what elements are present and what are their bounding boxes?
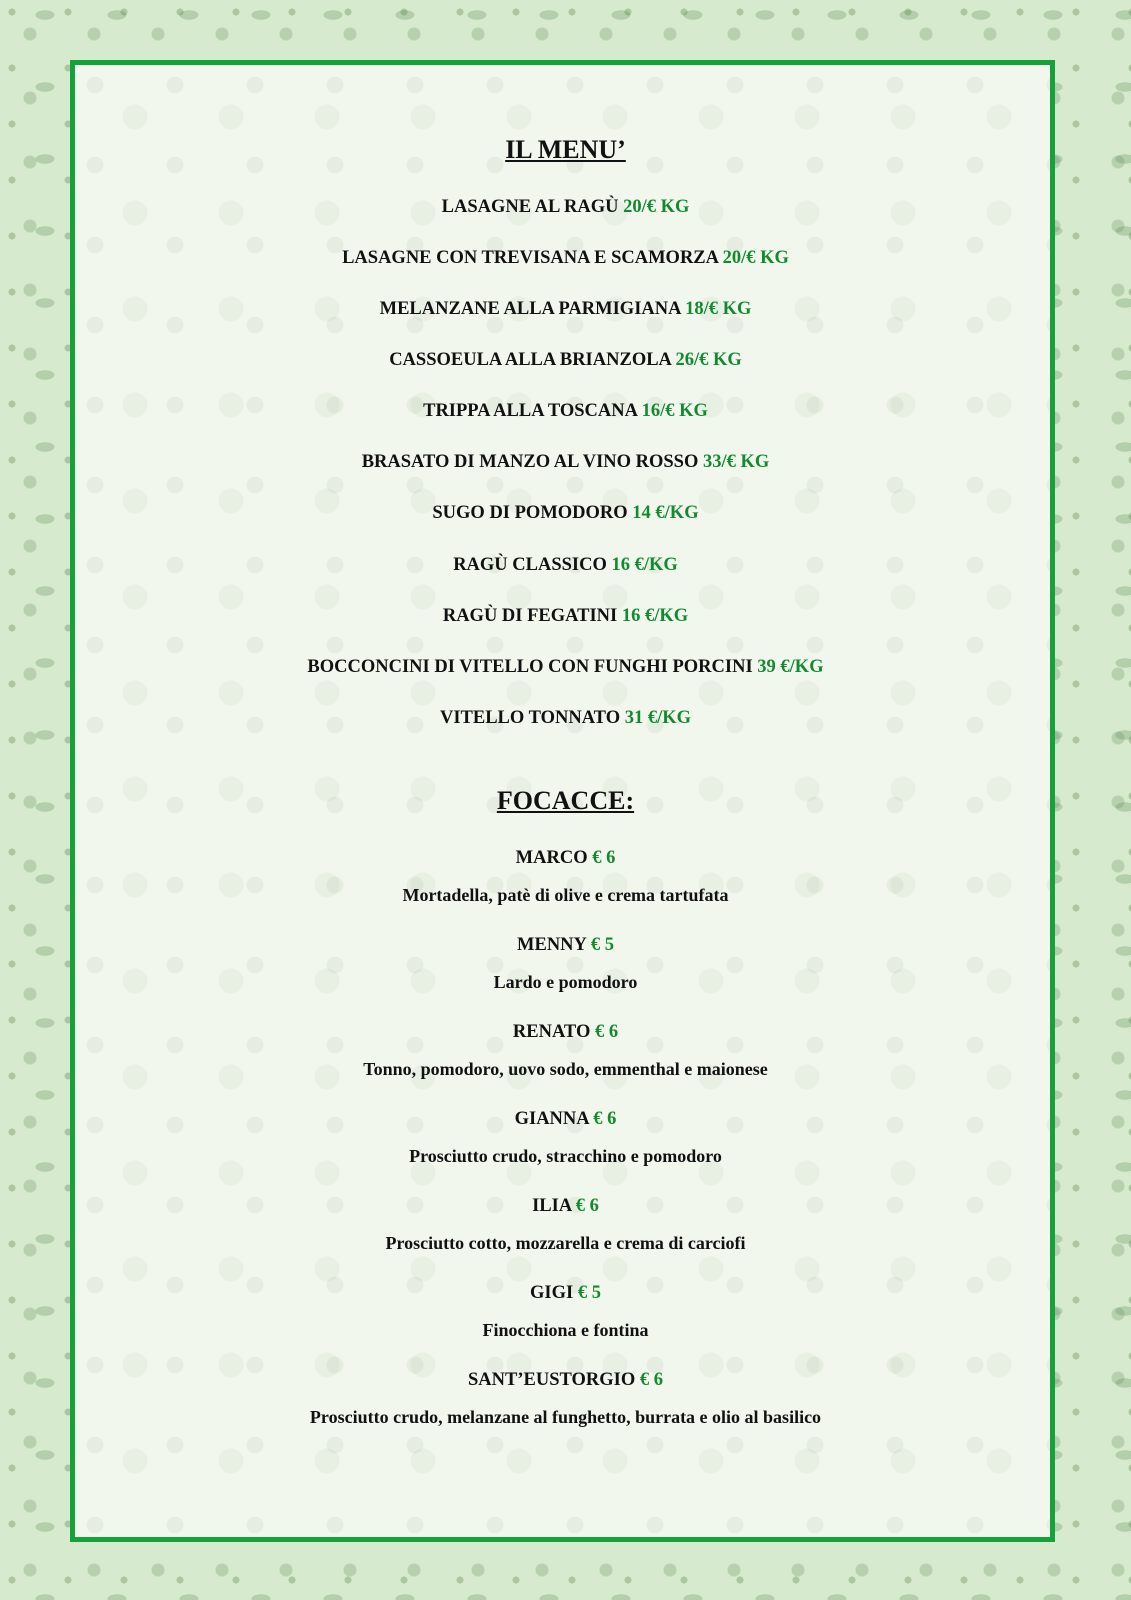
menu-item-price: 20/€ KG — [623, 197, 690, 217]
focaccia-name: GIANNA — [514, 1109, 589, 1129]
menu-item — [0, 350, 1131, 371]
focaccia-item — [0, 1022, 1131, 1043]
focaccia-name: RENATO — [512, 1022, 591, 1042]
menu-title: IL MENU’ — [505, 135, 626, 164]
menu-item-price: 16 €/KG — [621, 606, 689, 626]
focaccia-name: MARCO — [515, 848, 588, 868]
menu-item-price: 26/€ KG — [675, 350, 742, 370]
menu-item-name: VITELLO TONNATO — [439, 708, 621, 728]
menu-item — [0, 299, 1131, 320]
focaccia-item — [0, 935, 1131, 956]
focaccia-item — [0, 848, 1131, 869]
focaccia-name: GIGI — [530, 1283, 574, 1303]
focaccia-price: € 6 — [575, 1196, 599, 1216]
menu-item-price: 20/€ KG — [722, 248, 789, 268]
menu-item — [0, 503, 1131, 524]
menu-item-name: RAGÙ CLASSICO — [453, 555, 607, 575]
menu-item — [0, 657, 1131, 678]
menu-item-price: 33/€ KG — [703, 452, 770, 472]
menu-item — [0, 452, 1131, 473]
focaccia-price: € 6 — [639, 1370, 663, 1390]
focaccia-description: Lardo e pomodoro — [493, 972, 638, 992]
menu-item-price: 18/€ KG — [685, 299, 752, 319]
focaccia-price: € 6 — [594, 1022, 619, 1042]
menu-item-price: 31 €/KG — [624, 708, 692, 728]
focaccia-price: € 6 — [593, 1109, 617, 1129]
menu-item-name: LASAGNE CON TREVISANA E SCAMORZA — [342, 248, 718, 268]
focaccia-name: ILIA — [532, 1196, 572, 1216]
menu-item-price: 16/€ KG — [641, 401, 708, 421]
focaccia-description: Finocchiona e fontina — [482, 1320, 649, 1340]
focaccia-item — [0, 1370, 1131, 1391]
menu-item — [0, 401, 1131, 422]
menu-item — [0, 555, 1131, 576]
menu-item — [0, 248, 1131, 269]
focaccia-name: SANT’EUSTORGIO — [468, 1370, 636, 1390]
menu-item-name: BOCCONCINI DI VITELLO CON FUNGHI PORCINI — [307, 657, 753, 677]
focaccia-description: Prosciutto crudo, melanzane al funghetto, burrata e olio al basilico — [309, 1407, 822, 1427]
focaccia-description: Prosciutto cotto, mozzarella e crema di carciofi — [385, 1233, 746, 1253]
focaccia-description: Mortadella, patè di olive e crema tartufata — [402, 885, 729, 905]
menu-item-price: 16 €/KG — [611, 555, 678, 575]
menu-item-name: TRIPPA ALLA TOSCANA — [423, 401, 637, 421]
menu-item-price: 39 €/KG — [757, 657, 824, 677]
menu-item-name: LASAGNE AL RAGÙ — [441, 197, 619, 217]
menu-item — [0, 606, 1131, 627]
menu-item — [0, 197, 1131, 218]
focaccia-price: € 5 — [590, 935, 614, 955]
focaccia-price: € 6 — [592, 848, 616, 868]
menu-item-name: CASSOEULA ALLA BRIANZOLA — [389, 350, 671, 370]
focaccia-description: Prosciutto crudo, stracchino e pomodoro — [409, 1146, 722, 1166]
menu-item-price: 14 €/KG — [632, 503, 699, 523]
focacce-title: FOCACCE: — [496, 786, 635, 815]
focaccia-name: MENNY — [517, 935, 587, 955]
menu-item-name: SUGO DI POMODORO — [432, 503, 628, 523]
menu-item-name: RAGÙ DI FEGATINI — [442, 606, 618, 626]
focaccia-item — [0, 1109, 1131, 1130]
focaccia-item — [0, 1283, 1131, 1304]
menu-item-name: MELANZANE ALLA PARMIGIANA — [379, 299, 681, 319]
menu-item — [0, 708, 1131, 729]
focaccia-item — [0, 1196, 1131, 1217]
menu-item-name: BRASATO DI MANZO AL VINO ROSSO — [361, 452, 699, 472]
focaccia-description: Tonno, pomodoro, uovo sodo, emmenthal e maionese — [363, 1059, 768, 1079]
focaccia-price: € 5 — [577, 1283, 601, 1303]
